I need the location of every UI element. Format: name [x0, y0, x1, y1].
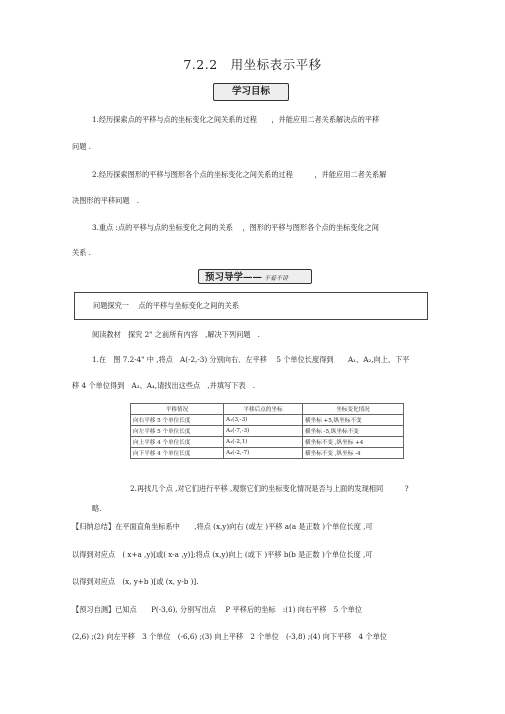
table-cell: 向左平移 5 个单位长度	[131, 426, 224, 437]
question-line: 移 4 个单位得到 A₃、A₄,请找出这些点 ,并填写下表 .	[72, 381, 256, 390]
table-header: 平移情况	[131, 404, 224, 415]
table-cell: 横坐标不变 ,纵坐标 +4	[303, 437, 404, 448]
table-cell: 向下平移 4 个单位长度	[131, 448, 224, 459]
table-row	[131, 448, 404, 459]
preview-guide-banner	[198, 269, 312, 284]
intro-line: 阅读教材 探究 2" 之前所有内容 ,解决下列问题 .	[92, 330, 260, 339]
table-cell: A₃(-2,1)	[224, 437, 303, 448]
page-title: 7.2.2 用坐标表示平移	[183, 57, 322, 72]
banner-sub-text: 不看不讲	[264, 275, 289, 282]
problem-box-text: 问题探究一 点的平移与坐标变化之间的关系	[93, 301, 240, 310]
table-row	[131, 437, 404, 448]
goal-line: 2.经历探索图形的平移与图形各个点的坐标变化之间关系的过程 ，并能应用二者关系解	[92, 170, 387, 179]
table-header: 平移后点的坐标	[224, 404, 303, 415]
table-row	[131, 415, 404, 426]
summary-line: 【归纳总结】在平面直角坐标系中 ,将点 (x,y)向右 (或左 )平移 a(a 是正数 )个单位长度 ,可	[72, 522, 373, 531]
question-line: 1.在 图 7.2-4" 中 ,将点 A(-2,-3) 分别向右、左平移 5 个单位长度得到 A₁、A₂,向上、下平	[92, 355, 410, 364]
table-cell: 向右平移 5 个单位长度	[131, 415, 224, 426]
goal-line: 关系 .	[72, 248, 91, 257]
goal-line: 1.经历探索点的平移与点的坐标变化之间关系的过程 ，并能应用二者关系解决点的平移	[92, 115, 380, 124]
table-row	[131, 426, 404, 437]
goal-line: 问题 .	[72, 142, 91, 151]
self-test-line: (2,6) ;(2) 向左平移 3 个单位 (-6,6) ;(3) 向上平移 2 个单位 (-3,8) ;(4) 向下平移 4 个单位	[72, 632, 387, 641]
goal-line: 决图形的平移问题 .	[72, 196, 139, 205]
table-cell: 横坐标不变 ,纵坐标 -4	[303, 448, 404, 459]
summary-line: 以得到对应点 (x, y+b )[或 (x, y-b )].	[72, 577, 199, 586]
table-cell: 横坐标 -5,纵坐标不变	[303, 426, 404, 437]
learning-goals-banner: 学习目标	[213, 83, 289, 101]
problem-box	[74, 292, 428, 320]
banner-main-text: 预习导学——	[205, 272, 263, 283]
table-cell: A₁(3,-3)	[224, 415, 303, 426]
summary-line: 以得到对应点 ( x+a ,y)[或( x-a ,y)];将点 (x,y)向上 (或下 )平移 b(b 是正数 )个单位长度 ,可	[72, 550, 373, 559]
translation-table	[130, 403, 404, 459]
table-header: 坐标变化情况	[303, 404, 404, 415]
table-cell: 向上平移 4 个单位长度	[131, 437, 224, 448]
goal-line: 3.重点 :点的平移与点的坐标变化之间的关系 ，图形的平移与图形各个点的坐标变化之间	[92, 223, 379, 232]
table-cell: A₂(-7,-3)	[224, 426, 303, 437]
self-test-line: 【预习自测】已知点 P(-3,6), 分别写出点 P 平移后的坐标 :(1) 向右平移 5 个单位	[72, 605, 363, 614]
answer-line: 略.	[92, 504, 102, 513]
table-cell: A₄(-2,-7)	[224, 448, 303, 459]
question-line: 2.再找几个点 ,对它们进行平移 ,观察它们的坐标变化情况是否与上面的发现相同 ?	[130, 484, 409, 493]
table-cell: 横坐标 +5,纵坐标不变	[303, 415, 404, 426]
